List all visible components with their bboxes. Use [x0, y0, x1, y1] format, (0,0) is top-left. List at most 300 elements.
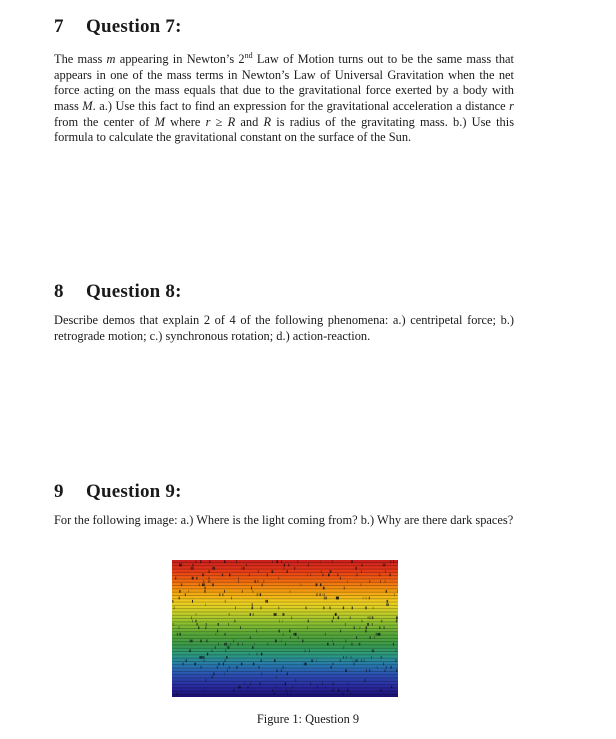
absorption-line	[336, 597, 338, 600]
absorption-line	[259, 682, 260, 685]
absorption-line	[340, 630, 341, 633]
order-gap	[172, 691, 398, 692]
absorption-line	[295, 679, 296, 682]
absorption-line	[373, 649, 374, 652]
order-gap	[172, 651, 398, 652]
absorption-line	[247, 686, 249, 689]
absorption-line	[229, 613, 230, 616]
absorption-line	[276, 669, 277, 672]
absorption-line	[337, 597, 339, 600]
absorption-line	[261, 659, 262, 662]
absorption-line	[196, 577, 197, 580]
absorption-line	[253, 613, 254, 616]
q7-seg: and	[235, 114, 264, 129]
absorption-line	[286, 570, 288, 573]
absorption-line	[282, 620, 283, 623]
absorption-line	[192, 600, 193, 603]
absorption-line	[332, 640, 333, 643]
absorption-line	[242, 590, 243, 593]
absorption-line	[322, 574, 324, 577]
absorption-line	[310, 682, 311, 685]
absorption-line	[351, 560, 352, 563]
absorption-line	[350, 616, 351, 619]
order-gap	[172, 678, 398, 679]
absorption-line	[246, 564, 247, 567]
absorption-line	[257, 593, 259, 596]
absorption-line	[200, 640, 202, 643]
absorption-line	[278, 607, 279, 610]
absorption-line	[250, 636, 251, 639]
absorption-line	[196, 560, 197, 563]
absorption-line	[254, 643, 255, 646]
absorption-line	[383, 663, 384, 666]
absorption-line	[370, 580, 371, 583]
absorption-line	[249, 653, 250, 656]
absorption-line	[371, 616, 372, 619]
absorption-line	[396, 620, 398, 623]
absorption-line	[359, 643, 361, 646]
absorption-line	[390, 560, 391, 563]
absorption-line	[186, 659, 187, 662]
absorption-line	[267, 574, 268, 577]
absorption-line	[205, 587, 206, 590]
absorption-line	[238, 577, 239, 580]
absorption-line	[249, 574, 250, 577]
absorption-line	[328, 574, 329, 577]
order-gap	[172, 641, 398, 642]
absorption-line	[335, 613, 336, 616]
q7-seg: ≥	[210, 114, 228, 129]
absorption-line	[191, 567, 194, 570]
absorption-line	[317, 593, 318, 596]
order-gap	[172, 602, 398, 603]
absorption-line	[309, 649, 310, 652]
absorption-line	[222, 593, 223, 596]
absorption-line	[261, 653, 262, 656]
absorption-line	[219, 593, 220, 596]
absorption-line	[199, 656, 201, 659]
absorption-line	[224, 590, 225, 593]
absorption-line	[362, 564, 363, 567]
absorption-line	[325, 686, 326, 689]
absorption-line	[279, 620, 280, 623]
absorption-line	[175, 577, 176, 580]
absorption-line	[242, 567, 243, 570]
absorption-line	[305, 607, 306, 610]
absorption-line	[317, 686, 318, 689]
absorption-line	[195, 620, 196, 623]
absorption-line	[229, 666, 230, 669]
absorption-line	[372, 649, 373, 652]
q7-math: m	[106, 52, 116, 67]
absorption-line	[393, 560, 394, 563]
absorption-line	[320, 593, 321, 596]
absorption-line	[364, 659, 365, 662]
absorption-line	[307, 574, 308, 577]
absorption-line	[180, 633, 181, 636]
absorption-line	[210, 580, 211, 583]
question-7-title: Question 7:	[86, 16, 182, 37]
order-gap	[172, 572, 398, 573]
absorption-line	[365, 630, 366, 633]
question-9-heading	[54, 481, 514, 503]
absorption-line	[256, 653, 257, 656]
absorption-line	[193, 577, 194, 580]
absorption-line	[230, 643, 231, 646]
absorption-line	[291, 616, 292, 619]
absorption-line	[329, 607, 331, 610]
absorption-line	[333, 682, 334, 685]
absorption-line	[213, 567, 215, 570]
q7-math: M	[154, 114, 165, 129]
absorption-line	[238, 580, 239, 583]
absorption-line	[379, 574, 380, 577]
absorption-line	[225, 659, 226, 662]
absorption-line	[272, 560, 273, 563]
absorption-line	[387, 600, 389, 603]
absorption-line	[251, 587, 252, 590]
figure-caption	[0, 712, 616, 727]
absorption-line	[338, 689, 339, 692]
absorption-line	[333, 616, 334, 619]
absorption-line	[227, 646, 229, 649]
absorption-line	[370, 636, 371, 639]
absorption-line	[281, 560, 282, 563]
absorption-line	[320, 583, 321, 586]
absorption-line	[396, 649, 397, 652]
absorption-line	[209, 560, 210, 563]
absorption-line	[366, 626, 368, 629]
order-gap	[172, 588, 398, 589]
absorption-line	[192, 620, 193, 623]
absorption-line	[333, 643, 334, 646]
absorption-line	[322, 682, 323, 685]
absorption-line	[241, 663, 243, 666]
q7-seg: The mass	[54, 52, 107, 67]
absorption-line	[365, 607, 367, 610]
order-gap	[172, 608, 398, 609]
absorption-line	[284, 567, 285, 570]
absorption-line	[276, 560, 278, 563]
absorption-line	[227, 669, 228, 672]
absorption-line	[215, 646, 216, 649]
absorption-line	[366, 669, 367, 672]
absorption-line	[308, 620, 309, 623]
q7-math: R	[263, 114, 272, 129]
absorption-line	[290, 689, 291, 692]
absorption-line	[377, 666, 378, 669]
absorption-line	[305, 649, 306, 652]
absorption-line	[360, 626, 361, 629]
absorption-line	[201, 656, 203, 659]
absorption-line	[381, 656, 383, 659]
absorption-line	[376, 633, 377, 636]
absorption-line	[225, 600, 226, 603]
absorption-line	[343, 692, 344, 695]
q7-seg: from the center of	[54, 114, 155, 129]
absorption-line	[343, 607, 344, 610]
absorption-line	[283, 666, 284, 669]
absorption-line	[191, 616, 192, 619]
absorption-line	[331, 666, 332, 669]
q7-seg: is radius of the gravitating mass. b.) Use this formula to calculate the gravitational constant on the surface of the Sun.	[54, 114, 515, 145]
absorption-line	[385, 580, 386, 583]
absorption-line	[287, 692, 288, 695]
absorption-line	[364, 679, 366, 682]
absorption-line	[373, 607, 374, 610]
absorption-line	[371, 656, 372, 659]
absorption-line	[354, 626, 355, 629]
absorption-line	[396, 616, 398, 619]
absorption-line	[217, 666, 218, 669]
absorption-line	[235, 607, 236, 610]
absorption-line	[202, 574, 204, 577]
absorption-line	[332, 689, 333, 692]
absorption-line	[267, 600, 268, 603]
order-gap	[172, 598, 398, 599]
absorption-line	[380, 689, 381, 692]
order-gap	[172, 605, 398, 606]
absorption-line	[276, 676, 277, 679]
order-gap	[172, 687, 398, 688]
absorption-line	[284, 564, 285, 567]
absorption-line	[240, 626, 241, 629]
absorption-line	[192, 577, 194, 580]
order-gap	[172, 635, 398, 636]
absorption-line	[198, 626, 199, 629]
absorption-line	[199, 583, 200, 586]
absorption-line	[200, 560, 201, 563]
absorption-line	[343, 656, 344, 659]
question-8-title: Question 8:	[86, 281, 182, 302]
q7-seg: . a.) Use this fact to find an expression for the gravitational acceleration a distance	[92, 98, 510, 113]
absorption-line	[260, 593, 261, 596]
q7-math: r	[509, 98, 514, 113]
absorption-line	[287, 673, 288, 676]
absorption-line	[254, 580, 256, 583]
absorption-line	[344, 587, 345, 590]
absorption-line	[307, 626, 308, 629]
absorption-line	[272, 689, 273, 692]
absorption-line	[256, 630, 257, 633]
absorption-line	[347, 689, 348, 692]
absorption-line	[225, 633, 226, 636]
absorption-line	[188, 590, 189, 593]
absorption-line	[355, 659, 358, 662]
absorption-line	[243, 567, 244, 570]
absorption-line	[218, 623, 219, 626]
absorption-line	[323, 587, 325, 590]
absorption-line	[344, 646, 345, 649]
absorption-line	[176, 692, 177, 695]
order-gap	[172, 621, 398, 622]
absorption-line	[337, 574, 338, 577]
absorption-line	[236, 560, 237, 563]
absorption-line	[183, 663, 184, 666]
solar-spectrum-image	[172, 560, 398, 697]
absorption-line	[212, 676, 213, 679]
order-gap	[172, 664, 398, 665]
absorption-line	[377, 633, 379, 636]
absorption-line	[283, 633, 284, 636]
absorption-line	[352, 659, 353, 662]
absorption-line	[311, 659, 312, 662]
absorption-line	[295, 633, 297, 636]
figure-caption-text: Figure 1: Question 9	[256, 712, 360, 726]
absorption-line	[361, 659, 362, 662]
absorption-line	[346, 640, 347, 643]
absorption-line	[386, 666, 387, 669]
absorption-line	[224, 560, 225, 563]
absorption-line	[224, 673, 225, 676]
absorption-line	[253, 663, 254, 666]
absorption-line	[332, 560, 333, 563]
question-8-section	[54, 281, 514, 344]
absorption-line	[172, 600, 173, 603]
absorption-line	[272, 570, 274, 573]
order-gap	[172, 638, 398, 639]
absorption-line	[394, 593, 395, 596]
absorption-line	[202, 583, 205, 586]
question-9-number: 9	[54, 481, 64, 502]
absorption-line	[224, 643, 227, 646]
absorption-line	[213, 673, 214, 676]
absorption-line	[345, 669, 347, 672]
order-gap	[172, 569, 398, 570]
absorption-line	[179, 597, 180, 600]
absorption-line	[240, 686, 241, 689]
absorption-line	[386, 603, 387, 606]
absorption-line	[189, 649, 191, 652]
absorption-line	[252, 590, 253, 593]
absorption-line	[301, 583, 302, 586]
question-7-number: 7	[54, 16, 64, 37]
absorption-line	[279, 577, 280, 580]
absorption-line	[173, 623, 174, 626]
absorption-line	[308, 564, 309, 567]
absorption-line	[369, 597, 370, 600]
absorption-line	[352, 607, 353, 610]
question-9-title: Question 9:	[86, 481, 182, 502]
absorption-line	[276, 686, 277, 689]
absorption-line	[212, 649, 213, 652]
order-gap	[172, 582, 398, 583]
absorption-line	[212, 583, 213, 586]
absorption-line	[231, 597, 232, 600]
absorption-line	[286, 689, 287, 692]
absorption-line	[390, 666, 392, 669]
absorption-line	[206, 623, 207, 626]
absorption-line	[336, 613, 337, 616]
absorption-line	[267, 643, 268, 646]
absorption-line	[361, 570, 362, 573]
absorption-line	[218, 643, 219, 646]
absorption-line	[281, 669, 282, 672]
absorption-line	[391, 686, 393, 689]
question-9-section	[54, 481, 514, 529]
absorption-line	[293, 633, 295, 636]
absorption-line	[204, 580, 205, 583]
absorption-line	[206, 640, 207, 643]
absorption-line	[200, 666, 202, 669]
absorption-line	[321, 570, 322, 573]
absorption-line	[259, 666, 260, 669]
absorption-line	[233, 689, 234, 692]
absorption-line	[351, 643, 353, 646]
order-gap	[172, 618, 398, 619]
absorption-line	[288, 564, 289, 567]
absorption-line	[263, 580, 264, 583]
absorption-line	[236, 666, 237, 669]
absorption-line	[362, 620, 363, 623]
question-8-heading	[54, 281, 514, 303]
absorption-line	[208, 580, 209, 583]
absorption-line	[292, 686, 293, 689]
absorption-line	[222, 574, 223, 577]
absorption-line	[366, 597, 367, 600]
absorption-line	[190, 640, 193, 643]
absorption-line	[225, 649, 226, 652]
absorption-line	[372, 623, 373, 626]
order-gap	[172, 658, 398, 659]
absorption-line	[261, 607, 262, 610]
absorption-line	[294, 567, 295, 570]
question-7-heading	[54, 16, 514, 38]
absorption-line	[290, 636, 291, 639]
absorption-line	[252, 646, 253, 649]
absorption-line	[177, 633, 179, 636]
absorption-line	[297, 560, 298, 563]
order-gap	[172, 674, 398, 675]
absorption-line	[332, 620, 333, 623]
absorption-line	[355, 567, 356, 570]
absorption-line	[185, 593, 186, 596]
absorption-line	[218, 663, 219, 666]
absorption-line	[386, 590, 388, 593]
order-gap	[172, 648, 398, 649]
absorption-line	[229, 574, 230, 577]
absorption-line	[323, 607, 324, 610]
spectrum-graphic	[172, 560, 398, 697]
absorption-line	[345, 623, 346, 626]
absorption-line	[316, 583, 318, 586]
absorption-line	[374, 636, 375, 639]
absorption-line	[347, 580, 348, 583]
order-gap	[172, 575, 398, 576]
absorption-line	[390, 574, 391, 577]
absorption-line	[305, 663, 306, 666]
absorption-line	[252, 607, 254, 610]
absorption-line	[238, 643, 239, 646]
absorption-line	[363, 597, 364, 600]
absorption-line	[258, 580, 259, 583]
absorption-line	[179, 626, 180, 629]
absorption-line	[234, 620, 235, 623]
order-gap	[172, 671, 398, 672]
absorption-line	[238, 686, 239, 689]
absorption-line	[250, 613, 251, 616]
absorption-line	[325, 597, 327, 600]
absorption-line	[324, 593, 325, 596]
absorption-line	[279, 630, 280, 633]
absorption-line	[197, 623, 198, 626]
q7-seg: where	[164, 114, 206, 129]
absorption-line	[332, 663, 333, 666]
absorption-line	[194, 663, 196, 666]
q7-math: M	[82, 98, 93, 113]
absorption-line	[395, 659, 397, 662]
absorption-line	[274, 659, 276, 662]
